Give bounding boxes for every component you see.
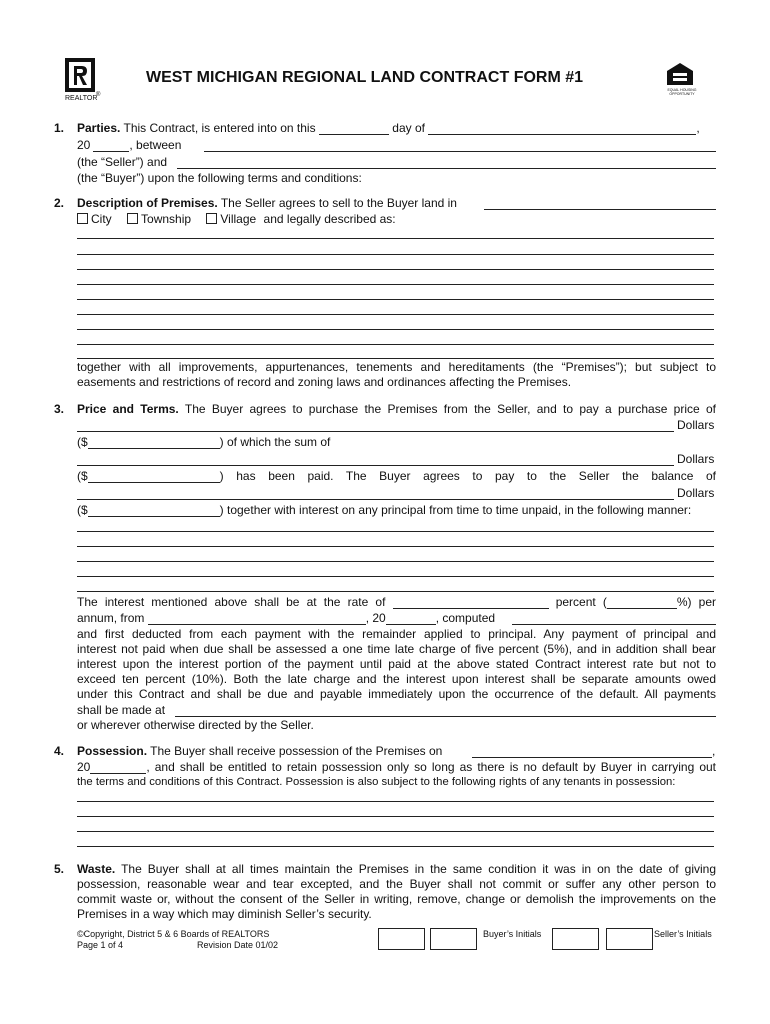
buyer-initials-box-1[interactable]: [378, 928, 425, 950]
percent-label: percent (: [555, 595, 607, 609]
annum-from-label: annum, from: [77, 611, 145, 625]
interest-paragraph-5: under this Contract and shall be due and payable immediately upon the occurrence of the default. All payments: [77, 687, 716, 701]
page-title: WEST MICHIGAN REGIONAL LAND CONTRACT FORM #1: [146, 69, 584, 86]
balance-words-field[interactable]: [77, 499, 674, 500]
dollars-label: Dollars: [677, 418, 715, 432]
together-with-interest-label: ) together with interest on any principal from time to time unpaid, in the following manner:: [219, 503, 692, 517]
section-4-line-1: [77, 744, 442, 759]
realtor-r-icon: [65, 58, 95, 92]
section-1-heading: Parties.: [77, 121, 121, 135]
sellers-initials-label: Seller’s Initials: [654, 929, 712, 939]
land-location-field[interactable]: [484, 209, 716, 210]
possession-date-field[interactable]: [472, 757, 712, 758]
tenant-rights-line[interactable]: [77, 801, 714, 802]
possession-year-field[interactable]: [90, 761, 146, 774]
between-field[interactable]: [204, 151, 716, 152]
payment-manner-line[interactable]: [77, 531, 714, 532]
down-payment-line: [77, 469, 716, 484]
village-checkbox[interactable]: [206, 213, 217, 224]
section-5-number: 5.: [54, 862, 65, 876]
section-4-text: The Buyer shall receive possession of the Premises on: [150, 744, 443, 758]
between-label: , between: [129, 138, 182, 152]
seller-label: (the “Seller”) and: [77, 155, 168, 169]
tenant-rights-line[interactable]: [77, 846, 714, 847]
day-of-label: day of: [392, 121, 425, 135]
equal-housing-label: EQUAL HOUSING OPPORTUNITY: [667, 88, 697, 96]
copyright-notice: ©Copyright, District 5 & 6 Boards of REALTORS: [77, 929, 270, 939]
payment-manner-line[interactable]: [77, 591, 714, 592]
premises-paragraph-1: together with all improvements, appurtenances, tenements and hereditaments (the “Premises”); but subject to: [77, 360, 716, 374]
interest-rate-percent-field[interactable]: [607, 596, 677, 609]
year-field[interactable]: [93, 139, 129, 152]
section-1-line-1: [77, 121, 700, 136]
buyers-initials-label: Buyer’s Initials: [483, 929, 542, 939]
realtor-label: REALTOR: [65, 95, 98, 102]
interest-rate-words-field[interactable]: [393, 596, 549, 609]
interest-paragraph-4: exceed ten percent (10%). Both the late charge and the interest upon interest shall be separate amounts owed: [77, 672, 716, 686]
section-4-number: 4.: [54, 744, 65, 758]
section-5-line-4: Premises in a way which may diminish Seller’s security.: [77, 907, 372, 921]
section-3-line-1: [77, 402, 716, 417]
buyer-label: (the “Buyer”) upon the following terms and conditions:: [77, 171, 362, 185]
year-prefix: 20: [77, 760, 91, 774]
section-2-text: The Seller agrees to sell to the Buyer land in: [220, 196, 457, 210]
payment-manner-line[interactable]: [77, 546, 714, 547]
section-3-text: The Buyer agrees to purchase the Premises from the Seller, and to pay a purchase price of: [184, 402, 716, 416]
purchase-price-line: [77, 435, 330, 450]
page-number: Page 1 of 4: [77, 940, 124, 950]
city-label: City: [91, 212, 112, 226]
section-5-line-3: commit waste or, without the consent of the Seller in writing, remove, change or demolish the improvements on the: [77, 892, 716, 906]
purchase-price-words-field[interactable]: [77, 431, 674, 432]
dollar-sign: ($: [77, 469, 88, 483]
seller-initials-box-2[interactable]: [606, 928, 653, 950]
interest-paragraph-2: interest not paid when due shall be assessed a one time late charge of five percent (5%), and in addition shall bear: [77, 642, 716, 656]
payment-manner-line[interactable]: [77, 561, 714, 562]
tenant-rights-line[interactable]: [77, 831, 714, 832]
section-4-line-2: [77, 760, 716, 775]
balance-line: [77, 503, 691, 518]
has-been-paid-label: ) has been paid. The Buyer agrees to pay to the Seller the balance of: [219, 469, 716, 483]
per-label: %) per: [676, 595, 717, 609]
municipality-options: [77, 212, 396, 227]
payments-made-at-label: shall be made at: [77, 703, 166, 717]
legal-description-line[interactable]: [77, 269, 714, 270]
section-5-heading: Waste.: [77, 862, 116, 876]
balance-amount-field[interactable]: [88, 504, 220, 517]
section-5-text: The Buyer shall at all times maintain the Premises in the same condition it was in on the date of giving: [121, 862, 716, 876]
interest-rate-label: The interest mentioned above shall be at the rate of: [77, 595, 386, 609]
legal-description-line[interactable]: [77, 329, 714, 330]
registered-mark: ®: [96, 92, 101, 98]
purchase-price-amount-field[interactable]: [88, 436, 220, 449]
comma: ,: [696, 121, 700, 135]
year-prefix: 20: [77, 138, 91, 152]
dollars-label: Dollars: [677, 452, 715, 466]
section-1-text: This Contract, is entered into on this: [123, 121, 316, 135]
interest-paragraph-3: interest upon the interest portion of the payment until paid at the above stated Contract interest rate but not to: [77, 657, 716, 671]
legal-description-label: and legally described as:: [263, 212, 396, 226]
section-5-line-1: [77, 862, 716, 877]
wherever-directed-label: or wherever otherwise directed by the Seller.: [77, 718, 314, 732]
township-label: Township: [141, 212, 192, 226]
interest-start-date-field[interactable]: [148, 612, 366, 625]
payment-manner-line[interactable]: [77, 576, 714, 577]
section-4-heading: Possession.: [77, 744, 148, 758]
dollars-label: Dollars: [677, 486, 715, 500]
buyer-initials-box-2[interactable]: [430, 928, 477, 950]
section-1-line-2: [77, 138, 181, 153]
date-day-field[interactable]: [319, 122, 389, 135]
legal-description-line[interactable]: [77, 358, 714, 359]
comma: ,: [712, 744, 716, 758]
interest-paragraph-1: and first deducted from each payment with the remainder applied to principal. Any payment of principal and: [77, 627, 716, 641]
section-2-heading: Description of Premises.: [77, 196, 218, 210]
interest-rate-line: [77, 595, 716, 610]
legal-description-line[interactable]: [77, 238, 714, 239]
tenant-rights-line[interactable]: [77, 816, 714, 817]
village-label: Village: [220, 212, 257, 226]
interest-start-year-field[interactable]: [386, 612, 436, 625]
dollar-sign: ($: [77, 503, 88, 517]
revision-date: Revision Date 01/02: [197, 940, 279, 950]
section-4-line-3: the terms and conditions of this Contract. Possession is also subject to the following rights of any tenants in possession:: [77, 776, 676, 788]
equal-housing-logo: [660, 62, 700, 102]
legal-description-line[interactable]: [77, 314, 714, 315]
dollar-sign: ($: [77, 435, 88, 449]
computed-field[interactable]: [512, 624, 716, 625]
section-1-number: 1.: [54, 121, 65, 135]
section-2-number: 2.: [54, 196, 65, 210]
down-payment-amount-field[interactable]: [88, 470, 220, 483]
section-5-line-2: possession, reasonable wear and tear excepted, and the Buyer shall not commit or suffer any other person to: [77, 877, 716, 891]
possession-terms-text: , and shall be entitled to retain possession only so long as there is no default by Buyer in carrying out: [146, 760, 716, 774]
seller-initials-box-1[interactable]: [552, 928, 599, 950]
sum-of-label: ) of which the sum of: [219, 435, 331, 449]
seller-buyer-field[interactable]: [177, 168, 716, 169]
down-payment-words-field[interactable]: [77, 465, 674, 466]
section-3-number: 3.: [54, 402, 65, 416]
annum-line: [77, 611, 495, 626]
realtor-logo: [60, 58, 104, 108]
legal-description-line[interactable]: [77, 299, 714, 300]
legal-description-line[interactable]: [77, 284, 714, 285]
computed-label: , computed: [435, 611, 496, 625]
year-prefix: , 20: [365, 611, 386, 625]
date-month-field[interactable]: [428, 122, 696, 135]
premises-paragraph-2: easements and restrictions of record and zoning laws and ordinances affecting the Premises.: [77, 375, 572, 389]
city-checkbox[interactable]: [77, 213, 88, 224]
equal-housing-icon: [666, 62, 694, 86]
legal-description-line[interactable]: [77, 344, 714, 345]
payment-location-field[interactable]: [175, 716, 716, 717]
township-checkbox[interactable]: [127, 213, 138, 224]
legal-description-line[interactable]: [77, 254, 714, 255]
section-3-heading: Price and Terms.: [77, 402, 179, 416]
section-2-line-1: [77, 196, 457, 211]
